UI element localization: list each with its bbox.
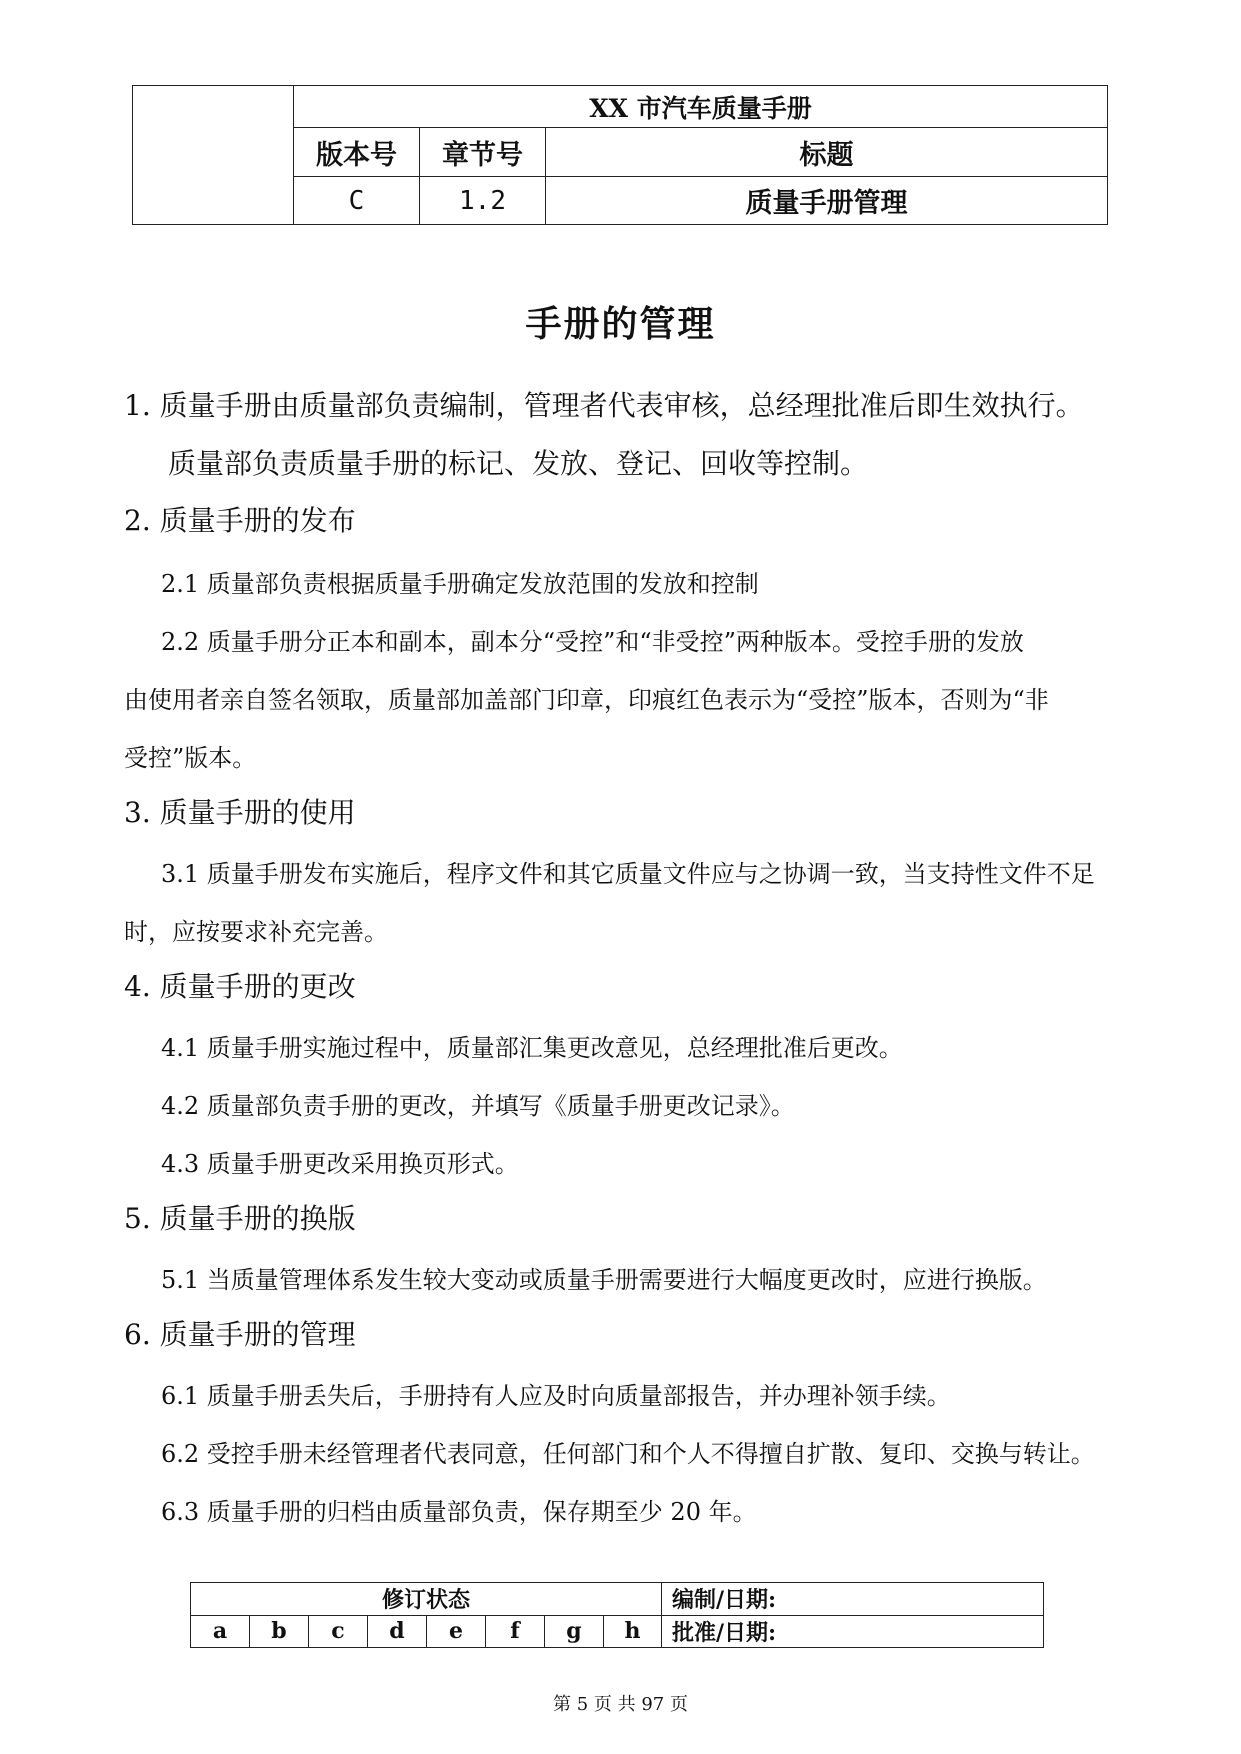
title-value: 质量手册管理 <box>546 177 1108 225</box>
manual-title: XX 市汽车质量手册 <box>294 86 1108 128</box>
title-column-header: 标题 <box>546 128 1108 177</box>
section-heading: 2. 质量手册的发布 <box>124 504 356 537</box>
revision-letter: f <box>486 1615 545 1648</box>
document-header-table <box>132 85 1108 225</box>
document-title: 手册的管理 <box>525 303 716 345</box>
body-line: 4.3 质量手册更改采用换页形式。 <box>161 1150 519 1178</box>
revision-letter: c <box>309 1615 368 1648</box>
body-line: 3.1 质量手册发布实施后，程序文件和其它质量文件应与之协调一致，当支持性文件不足 <box>161 860 1095 888</box>
version-value: C <box>294 177 420 225</box>
approved-date-label: 批准/日期: <box>662 1615 1044 1648</box>
body-line: 2.1 质量部负责根据质量手册确定发放范围的发放和控制 <box>161 570 759 598</box>
page-footer: 第 5 页 共 97 页 <box>553 1694 688 1715</box>
revision-letter: a <box>191 1615 250 1648</box>
body-line: 5.1 当质量管理体系发生较大变动或质量手册需要进行大幅度更改时，应进行换版。 <box>161 1266 1047 1294</box>
chapter-column-header: 章节号 <box>420 128 546 177</box>
body-line: 4.2 质量部负责手册的更改，并填写《质量手册更改记录》。 <box>161 1092 795 1120</box>
revision-status-label: 修订状态 <box>191 1583 662 1616</box>
revision-letter: e <box>427 1615 486 1648</box>
body-line: 时，应按要求补充完善。 <box>124 918 388 946</box>
section-heading: 3. 质量手册的使用 <box>124 796 356 829</box>
body-line: 6.1 质量手册丢失后，手册持有人应及时向质量部报告，并办理补领手续。 <box>161 1382 951 1410</box>
revision-letter: g <box>545 1615 604 1648</box>
section-heading: 6. 质量手册的管理 <box>124 1318 356 1351</box>
body-line: 4.1 质量手册实施过程中，质量部汇集更改意见，总经理批准后更改。 <box>161 1034 903 1062</box>
compiled-date-label: 编制/日期: <box>662 1583 1044 1616</box>
revision-table <box>190 1582 1044 1648</box>
version-column-header: 版本号 <box>294 128 420 177</box>
section-heading: 4. 质量手册的更改 <box>124 970 356 1003</box>
chapter-value: 1.2 <box>420 177 546 225</box>
body-line: 由使用者亲自签名领取，质量部加盖部门印章，印痕红色表示为“受控”版本，否则为“非 <box>124 686 1049 714</box>
revision-letter: b <box>250 1615 309 1648</box>
section-heading: 5. 质量手册的换版 <box>124 1202 356 1235</box>
body-line: 1. 质量手册由质量部负责编制，管理者代表审核，总经理批准后即生效执行。 <box>124 389 1084 422</box>
revision-letter: d <box>368 1615 427 1648</box>
body-line: 6.2 受控手册未经管理者代表同意，任何部门和个人不得擅自扩散、复印、交换与转让。 <box>161 1440 1095 1468</box>
revision-letter: h <box>604 1615 662 1648</box>
logo-cell <box>133 86 294 225</box>
body-line: 受控”版本。 <box>124 744 257 772</box>
body-line: 2.2 质量手册分正本和副本，副本分“受控”和“非受控”两种版本。受控手册的发放 <box>161 628 1024 656</box>
body-line: 质量部负责质量手册的标记、发放、登记、回收等控制。 <box>168 447 869 480</box>
body-line: 6.3 质量手册的归档由质量部负责，保存期至少 20 年。 <box>161 1498 757 1526</box>
